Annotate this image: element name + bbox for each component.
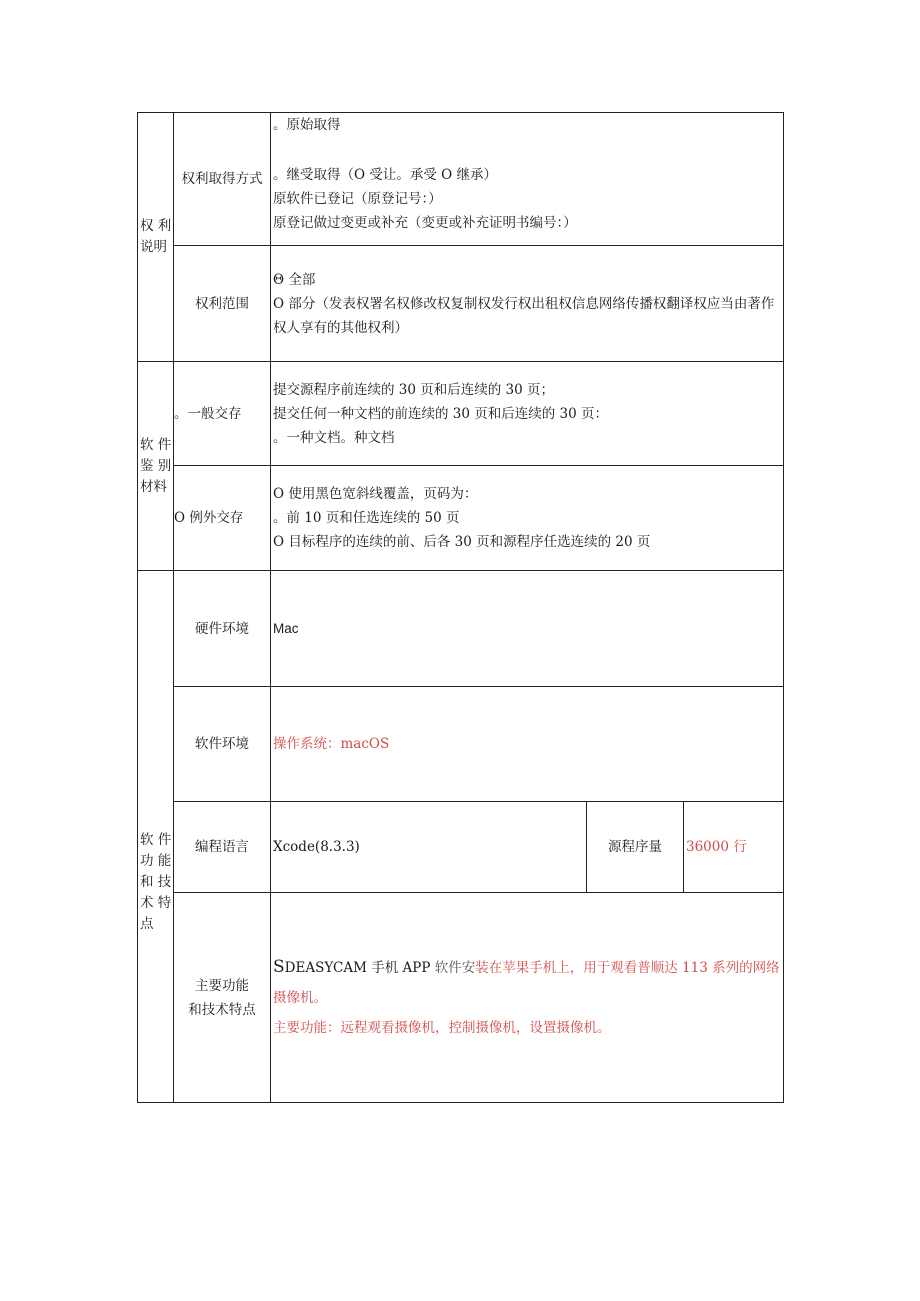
materials-exception-row [138,466,784,571]
description-prefix: 软件安 [430,960,476,976]
materials-category-cell [138,362,174,571]
language-value: Xcode(8.3.3) [273,839,360,855]
features-category-label: 软 件 功 能 和 技 术 特 点 [140,832,172,932]
acquisition-registered: 原软件已登记（原登记号：） [273,191,442,207]
language-row [138,802,784,893]
main-features-label: 主要功能 和技术特点 [188,977,256,1018]
loc-value-cell [684,802,784,893]
software-row [138,687,784,802]
materials-general-row [138,362,784,466]
exception-line-pages: 。前 10 页和任选连续的 50 页 [273,510,460,526]
brand-name: DEASYCAM 手机 APP [284,960,431,976]
materials-category-label: 软 件 鉴 别 材料 [140,436,172,495]
scope-partial: O 部分（发表权署名权修改权复制权发行权出租权信息网络传播权翻译权应当由著作权人享有的其他权利） [273,295,775,336]
software-registration-table [137,112,784,1103]
loc-label: 源程序量 [608,839,662,855]
hardware-value: Mac [273,620,299,636]
general-deposit-content-cell [271,362,784,466]
scope-content-cell [271,246,784,362]
acquisition-label-cell [174,113,271,246]
description-text: 装在苹果手机上，用于观看普顺达 113 系列的网络摄像机。 [273,960,780,1006]
rights-scope-row [138,246,784,362]
software-label-cell [174,687,271,802]
general-deposit-label-cell [174,362,271,466]
acquisition-inherited: 。继受取得（O 受让。承受 O 继承） [273,167,498,183]
rights-category-label: 权 利 说明 [140,218,172,255]
hardware-label-cell [174,571,271,687]
exception-deposit-label: O 例外交存 [174,510,244,526]
brand-initial: S [273,957,285,977]
exception-deposit-content-cell [271,466,784,571]
general-line-docs: 提交任何一种文档的前连续的 30 页和后连续的 30 页： [273,405,609,422]
general-line-source: 提交源程序前连续的 30 页和后连续的 30 页； [273,381,555,398]
acquisition-changed: 原登记做过变更或补充（变更或补充证明书编号：） [273,215,577,231]
main-features-row [138,893,784,1103]
rights-acquisition-row [138,113,784,246]
rights-category-cell [138,113,174,362]
hardware-value-cell [271,571,784,687]
software-value: 操作系统：macOS [273,736,390,752]
scope-all: Θ 全部 [273,271,316,288]
exception-line-cover: O 使用黑色宽斜线覆盖，页码为： [273,486,478,502]
scope-label-cell [174,246,271,362]
software-label: 软件环境 [195,736,249,752]
exception-line-target: O 目标程序的连续的前、后各 30 页和源程序任选连续的 20 页 [273,534,651,550]
features-category-cell [138,571,174,1103]
language-value-cell [271,802,587,893]
acquisition-content-cell [271,113,784,246]
acquisition-original: 。原始取得 [273,117,341,133]
general-line-types: 。一种文档。种文档 [273,429,395,446]
software-value-cell [271,687,784,802]
hardware-label: 硬件环境 [195,620,249,637]
loc-label-cell [587,802,684,893]
general-deposit-label: 。一般交存 [174,405,242,422]
language-label: 编程语言 [195,839,249,855]
hardware-row [138,571,784,687]
scope-label: 权利范围 [195,295,249,312]
main-features-label-cell [174,893,271,1103]
exception-deposit-label-cell [174,466,271,571]
language-label-cell [174,802,271,893]
main-functions: 主要功能：远程观看摄像机，控制摄像机，设置摄像机。 [273,1020,611,1036]
main-features-content-cell [271,893,784,1103]
acquisition-label: 权利取得方式 [181,171,263,187]
loc-value: 36000 行 [686,839,747,855]
